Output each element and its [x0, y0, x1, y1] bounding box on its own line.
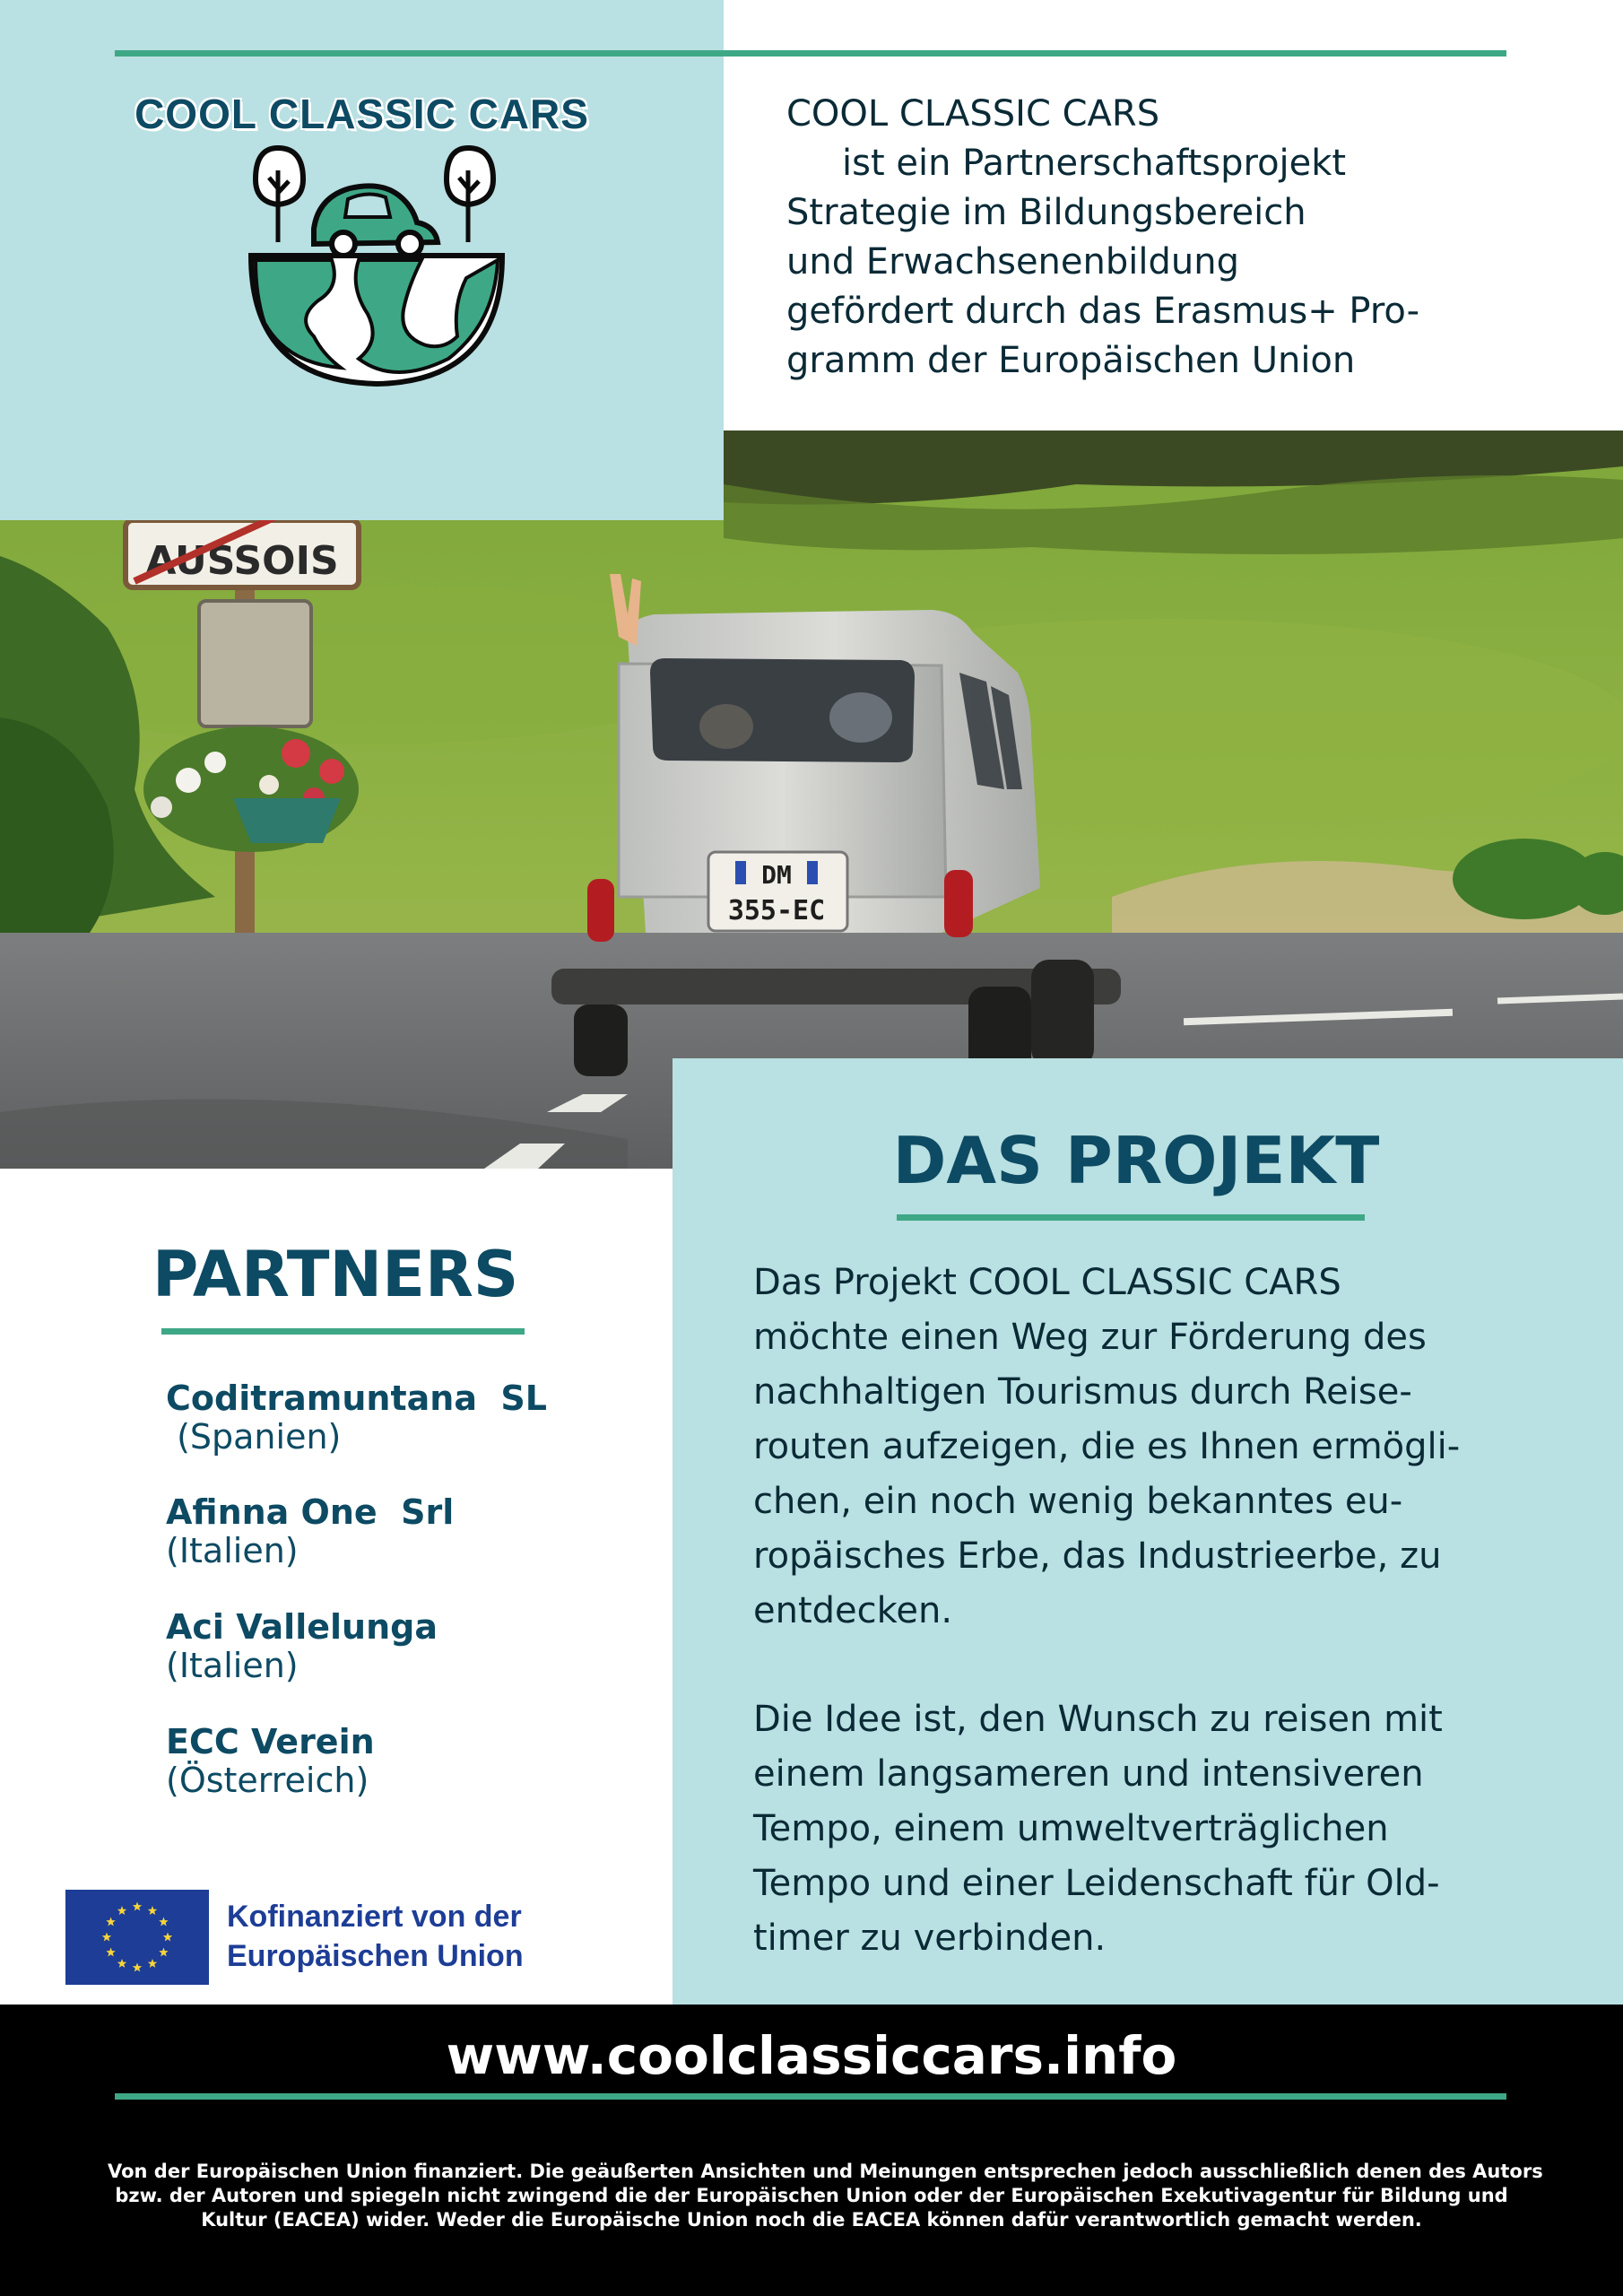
partners-heading: PARTNERS: [152, 1238, 519, 1311]
partner-item: [166, 1723, 632, 1800]
paragraph-line: entdecken.: [753, 1590, 953, 1631]
paragraph-line: Die Idee ist, den Wunsch zu reisen mit: [753, 1699, 1443, 1740]
footer-divider: [115, 2093, 1506, 2100]
project-heading: DAS PROJEKT: [892, 1123, 1380, 1198]
paragraph-line: Tempo, einem umweltverträglichen: [753, 1808, 1389, 1849]
top-divider: [115, 50, 1506, 57]
partner-item: [166, 1379, 632, 1457]
paragraph-line: chen, ein noch wenig bekanntes eu-: [753, 1481, 1403, 1522]
partner-item: [166, 1493, 632, 1570]
paragraph-line: möchte einen Weg zur Förderung des: [753, 1317, 1427, 1358]
eu-text-line: Europäischen Union: [227, 1939, 524, 1973]
intro-line: Strategie im Bildungsbereich: [786, 192, 1306, 233]
intro-line: ist ein Partnerschaftsprojekt: [842, 143, 1347, 184]
partner-item: [166, 1608, 632, 1685]
intro-line: und Erwachsenenbildung: [786, 241, 1239, 283]
license-plate-bottom: 355-EC: [727, 895, 826, 926]
project-paragraph-1: [753, 1256, 1578, 1639]
intro-line: COOL CLASSIC CARS: [786, 93, 1160, 135]
website-link[interactable]: www.coolclassiccars.info: [446, 2025, 1177, 2086]
partners-heading-underline: [161, 1328, 525, 1335]
intro-text: [786, 90, 1575, 386]
paragraph-line: ropäisches Erbe, das Industrieerbe, zu: [753, 1535, 1442, 1577]
partner-name: Coditramuntana SL: [166, 1378, 548, 1418]
paragraph-line: Das Projekt COOL CLASSIC CARS: [753, 1262, 1341, 1303]
disclaimer-line: Von der Europäischen Union finanziert. Die geäußerten Ansichten und Meinungen entsprechen jedoch ausschließlich denen des Autors: [108, 2161, 1543, 2182]
logo-title: COOL CLASSIC CARS: [135, 91, 589, 137]
paragraph-line: timer zu verbinden.: [753, 1918, 1107, 1959]
partner-name: Aci Vallelunga: [166, 1607, 438, 1647]
car-on-globe-logo-icon: [233, 144, 520, 395]
partner-name: ECC Verein: [166, 1722, 375, 1761]
eu-flag-icon: [65, 1890, 209, 1985]
eu-text-line: Kofinanziert von der: [227, 1900, 522, 1934]
partner-country: (Österreich): [166, 1761, 369, 1800]
paragraph-line: routen aufzeigen, die es Ihnen ermögli-: [753, 1426, 1461, 1467]
paragraph-line: einem langsameren und intensiveren: [753, 1753, 1424, 1795]
partner-name: Afinna One Srl: [166, 1492, 455, 1532]
eu-cofunded-text: [227, 1897, 524, 1976]
partner-country: (Spanien): [166, 1417, 342, 1457]
disclaimer-line: Kultur (EACEA) wider. Weder die Europäische Union noch die EACEA können dafür verantwortlich gemacht werden.: [201, 2209, 1422, 2231]
intro-line: gefördert durch das Erasmus+ Pro-: [786, 291, 1420, 332]
partner-country: (Italien): [166, 1646, 299, 1685]
paragraph-line: Tempo und einer Leidenschaft für Old-: [753, 1863, 1440, 1904]
partner-country: (Italien): [166, 1531, 299, 1570]
license-plate-top: DM: [761, 860, 792, 890]
project-paragraph-2: [753, 1692, 1578, 1966]
road-sign-text: AUSSOIS: [145, 538, 339, 584]
eu-disclaimer: [108, 2160, 1543, 2232]
paragraph-line: nachhaltigen Tourismus durch Reise-: [753, 1371, 1412, 1413]
disclaimer-line: bzw. der Autoren und spiegeln nicht zwingend die der Europäischen Union oder der Europäischen Exekutivagentur für Bildung und: [115, 2185, 1508, 2206]
intro-line: gramm der Europäischen Union: [786, 340, 1356, 381]
project-heading-underline: [897, 1214, 1365, 1221]
